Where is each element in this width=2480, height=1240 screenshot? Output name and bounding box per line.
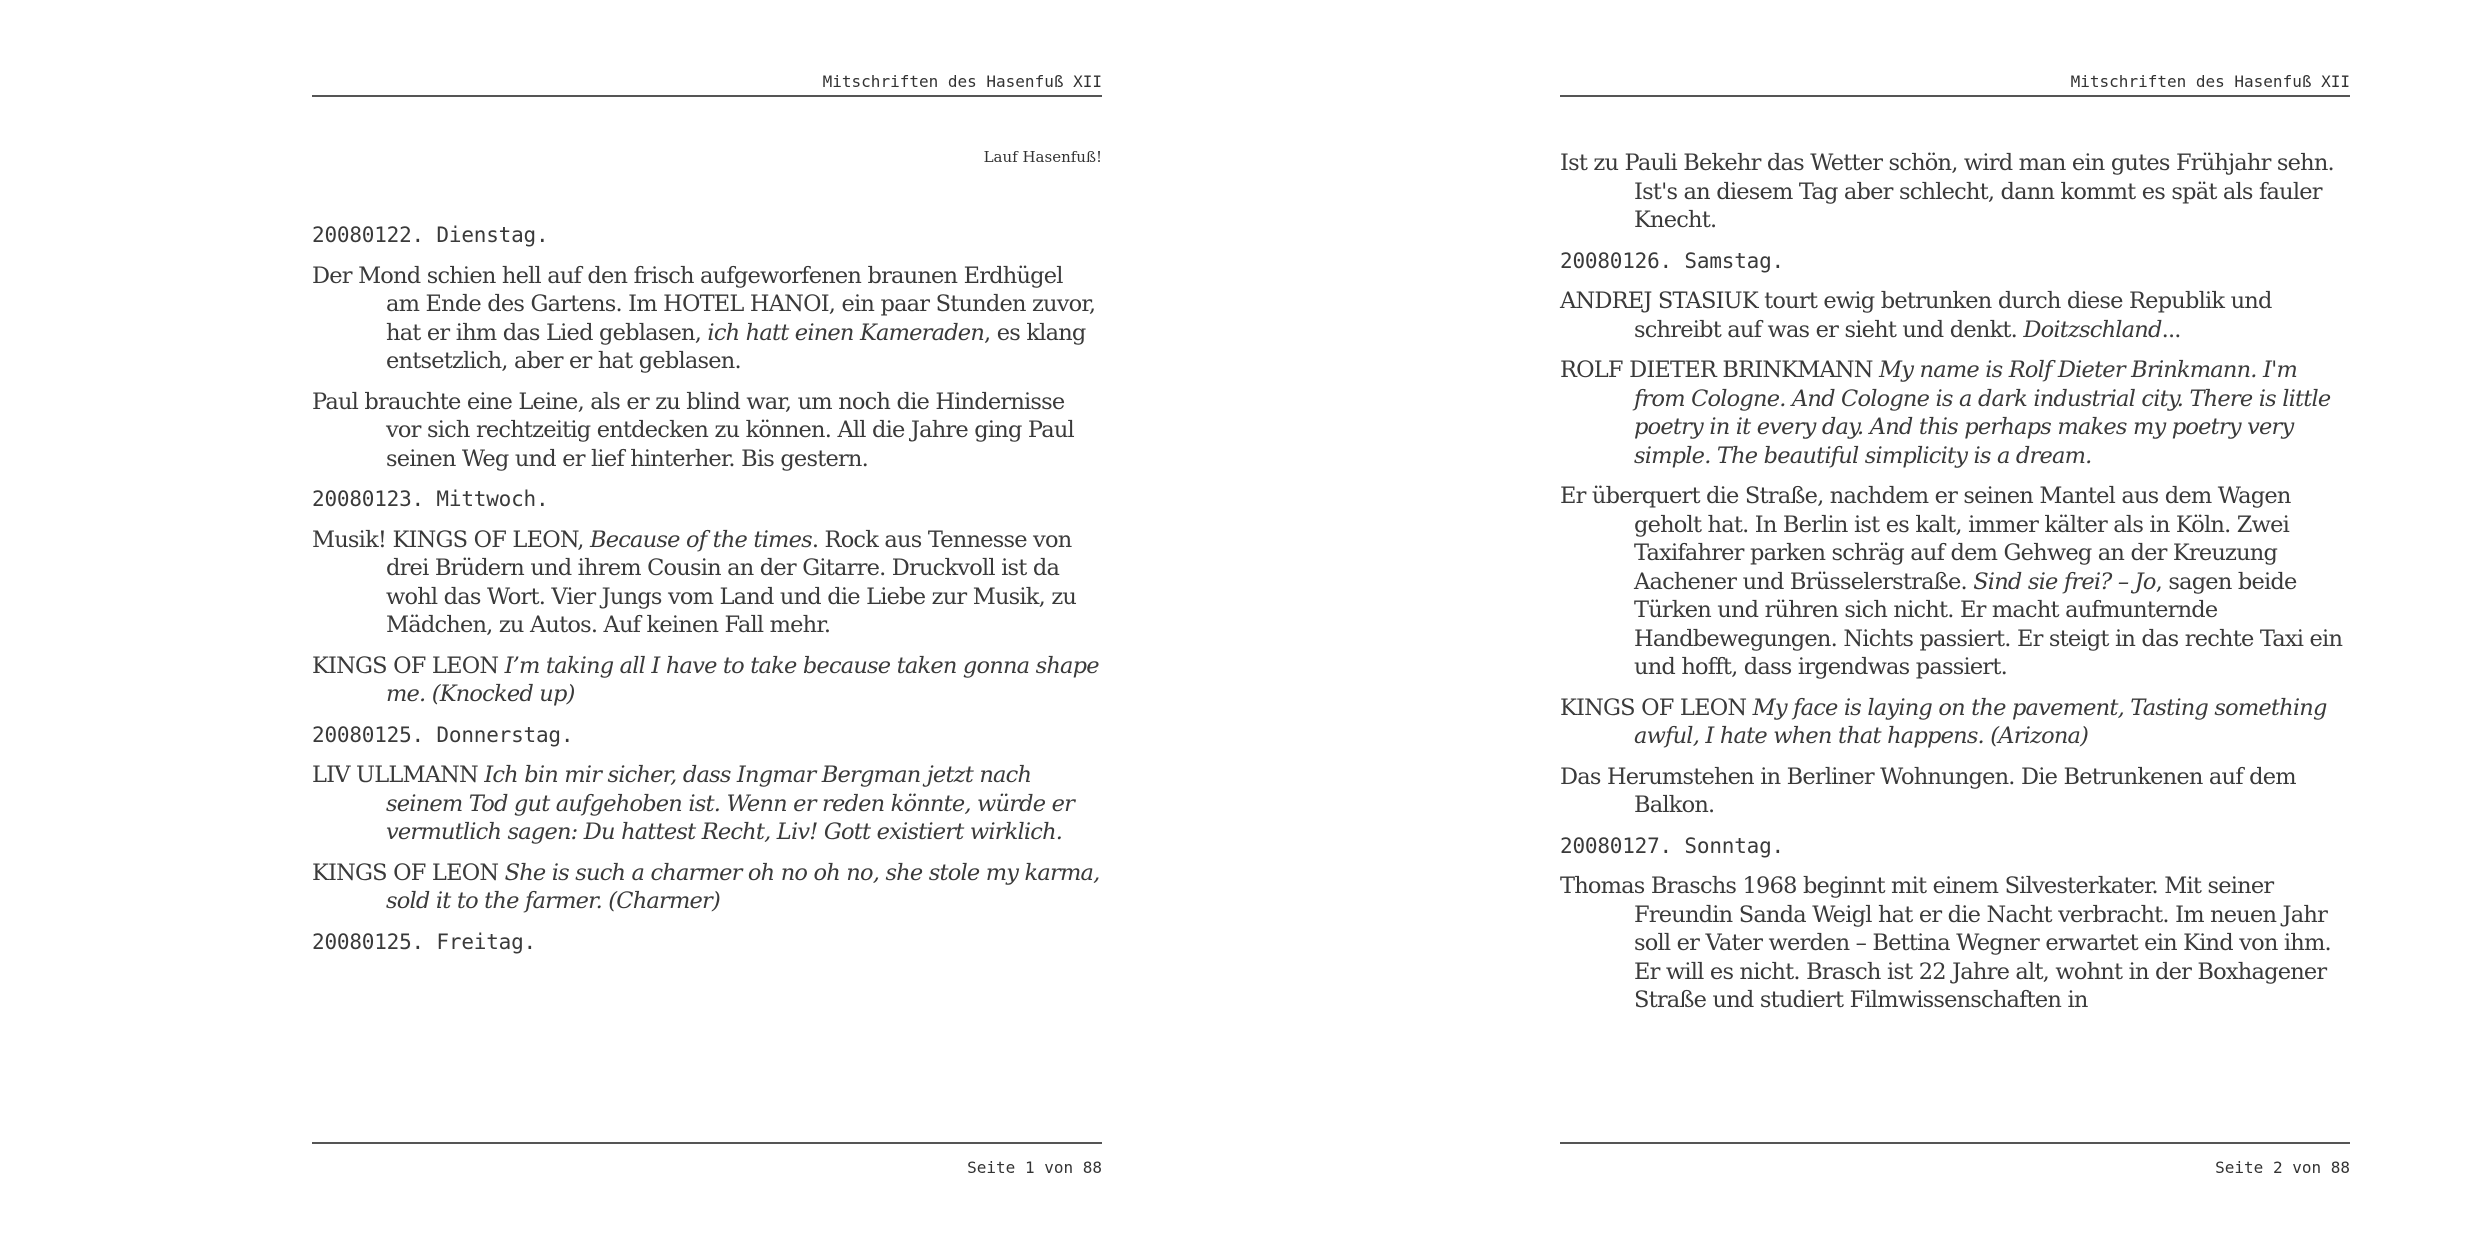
page-1 <box>312 0 1102 1240</box>
page-footer: Seite 2 von 88 <box>1560 1142 2350 1177</box>
text-run: ANDREJ STASIUK tourt ewig betrunken durch diese Republik und schreibt auf was er sieht und denkt. <box>1560 288 2272 343</box>
paragraph <box>312 526 1102 640</box>
quote-paragraph <box>312 761 1102 847</box>
italic-text-run: Doitzschland <box>2023 316 2162 343</box>
quote-text: My face is laying on the pavement, Tasting something awful, I hate when that happens. (Arizona) <box>1634 694 2327 749</box>
quote-paragraph <box>1560 356 2350 470</box>
date-heading: 20080127. Sonntag. <box>1560 833 1784 858</box>
quote-author: KINGS OF LEON <box>312 859 505 886</box>
italic-text-run: ich hatt einen Kameraden <box>707 319 985 346</box>
quote-author: LIV ULLMANN <box>312 762 485 788</box>
text-run: ... <box>2161 316 2181 343</box>
quote-author: KINGS OF LEON <box>312 652 505 679</box>
text-run: Der Mond schien hell auf den frisch aufgeworfenen braunen Erdhügel am Ende des Gartens. Im HOTEL HANOI, ein paar Stunden zuvor, hat er ihm das Lied geblasen, <box>312 262 1096 346</box>
quote-paragraph <box>312 652 1102 709</box>
page-body <box>1560 149 2350 1027</box>
text-run: Musik! KINGS OF LEON, <box>312 526 590 553</box>
quote-text: I’m taking all I have to take because taken gonna shape me. (Knocked up) <box>386 652 1099 707</box>
quote-paragraph <box>1560 694 2350 751</box>
running-header: Mitschriften des Hasenfuß XII <box>312 72 1102 97</box>
quote-paragraph <box>312 859 1102 916</box>
date-heading: 20080125. Donnerstag. <box>312 722 574 747</box>
paragraph <box>1560 482 2350 682</box>
quote-text: She is such a charmer oh no oh no, she stole my karma, sold it to the farmer. (Charmer) <box>386 859 1100 914</box>
italic-text-run: Because of the times <box>590 526 812 553</box>
running-header: Mitschriften des Hasenfuß XII <box>1560 72 2350 97</box>
text-run: Er überquert die Straße, nachdem er seinen Mantel aus dem Wagen geholt hat. In Berlin ist es kalt, immer kälter als in Köln. Zwei Taxifahrer parken schräg auf dem Gehweg an der Kreuzung Aachener und Brüsselerstraße. <box>1560 483 2291 595</box>
quote-author: KINGS OF LEON <box>1560 694 1753 721</box>
italic-paragraph: Thomas Braschs 1968 beginnt mit einem Silvesterkater. Mit seiner Freundin Sanda Weigl hat er die Nacht verbracht. Im neuen Jahr soll er Vater werden – Bettina Wegner erwartet ein Kind von ihm. Er will es nicht. Brasch ist 22 Jahre alt, wohnt in der Boxhagener Straße und studiert Filmwissenschaften in <box>1560 873 2331 1013</box>
date-heading: 20080123. Mittwoch. <box>312 487 549 511</box>
date-heading: 20080126. Samstag. <box>1560 248 1784 273</box>
date-heading: 20080125. Freitag. <box>312 929 536 954</box>
page-body <box>312 221 1102 968</box>
quote-text: My name is Rolf Dieter Brinkmann. I'm from Cologne. And Cologne is a dark industrial city. There is little poetry in it every day. And this perhaps makes my poetry very simple. The beautiful simplicity is a dream. <box>1634 357 2331 469</box>
date-heading: 20080122. Dienstag. <box>312 223 549 247</box>
quote-author: ROLF DIETER BRINKMANN <box>1560 357 1880 383</box>
page-footer: Seite 1 von 88 <box>312 1142 1102 1177</box>
quote-text: Ich bin mir sicher, dass Ingmar Bergman jetzt nach seinem Tod gut aufgehoben ist. Wenn er reden könnte, würde er vermutlich sagen: Du hattest Recht, Liv! Gott existiert wirklich. <box>386 762 1075 845</box>
text-run: , sagen beide Türken und rühren sich nicht. Er macht aufmunternde Handbewegungen. Nichts passiert. Er steigt in das rechte Taxi ein und hofft, dass irgendwas passiert. <box>1634 568 2343 680</box>
paragraph: Das Herumstehen in Berliner Wohnungen. Die Betrunkenen auf dem Balkon. <box>1560 763 2296 818</box>
paragraph <box>1560 287 2350 344</box>
text-run: . Rock aus Tennesse von drei Brüdern und ihrem Cousin an der Gitarre. Druckvoll ist da wohl das Wort. Vier Jungs vom Land und die Liebe zur Musik, zu Mädchen, zu Autos. Auf keinen Fall mehr. <box>386 526 1077 638</box>
paragraph: Paul brauchte eine Leine, als er zu blind war, um noch die Hindernisse vor sich rechtzeitig entdecken zu können. All die Jahre ging Paul seinen Weg und er lief hinterher. Bis gestern. <box>312 388 1074 472</box>
italic-text-run: Sind sie frei? – Jo <box>1973 568 2156 595</box>
text-run: , es klang entsetzlich, aber er hat geblasen. <box>386 319 1086 374</box>
page-2 <box>1560 0 2350 1240</box>
italic-paragraph: Ist zu Pauli Bekehr das Wetter schön, wird man ein gutes Frühjahr sehn. Ist's an diesem Tag aber schlecht, dann kommt es spät als fauler Knecht. <box>1560 150 2334 233</box>
paragraph <box>312 262 1102 376</box>
motto: Lauf Hasenfuß! <box>983 148 1102 166</box>
